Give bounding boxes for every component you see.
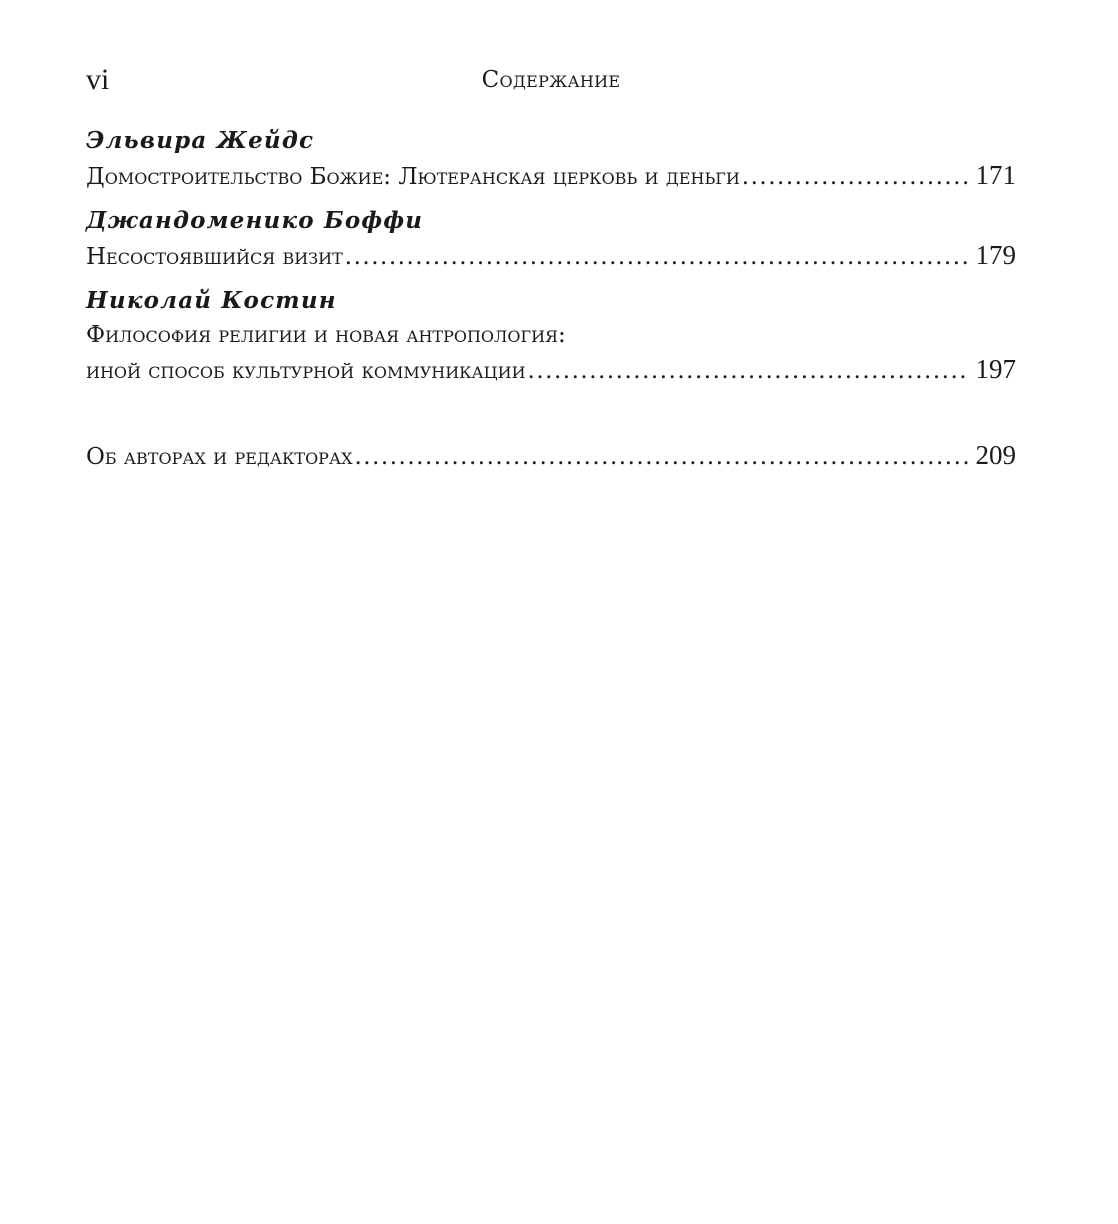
entry-page-number: 179 <box>975 240 1016 270</box>
entry-author: Эльвира Жейдс <box>86 127 315 154</box>
dot-leader <box>345 240 968 274</box>
entry-page-number: 197 <box>975 354 1016 384</box>
entry-author: Джандоменико Боффи <box>86 207 424 234</box>
toc-entry <box>86 284 1016 388</box>
entry-title-line[interactable] <box>86 238 1016 274</box>
entry-title: Домостроительство Божие: Лютеранская церковь и деньги <box>86 164 740 190</box>
entry-title-continued: иной способ культурной коммуникации <box>86 358 526 384</box>
running-title: Содержание <box>481 67 621 93</box>
running-head <box>86 60 1016 100</box>
book-page <box>86 0 1016 1224</box>
appendix-page-number: 209 <box>975 440 1016 470</box>
toc-entry <box>86 204 1016 274</box>
dot-leader <box>528 354 968 388</box>
entry-page-number: 171 <box>975 160 1016 190</box>
entry-title: Философия религии и новая антропология: <box>86 322 566 348</box>
entry-title-line[interactable] <box>86 352 1016 388</box>
toc-entry <box>86 124 1016 194</box>
entry-author: Николай Костин <box>86 287 337 314</box>
entry-title-line[interactable] <box>86 158 1016 194</box>
appendix-title-line[interactable] <box>86 438 1016 474</box>
dot-leader <box>742 160 968 194</box>
dot-leader <box>354 440 967 474</box>
entry-title-first-line[interactable] <box>86 318 1016 352</box>
entry-title: Несостоявшийся визит <box>86 244 343 270</box>
table-of-contents <box>86 124 1016 398</box>
appendix-entry <box>86 438 1016 474</box>
page-number: vi <box>86 63 110 96</box>
appendix-title: Об авторах и редакторах <box>86 444 353 470</box>
